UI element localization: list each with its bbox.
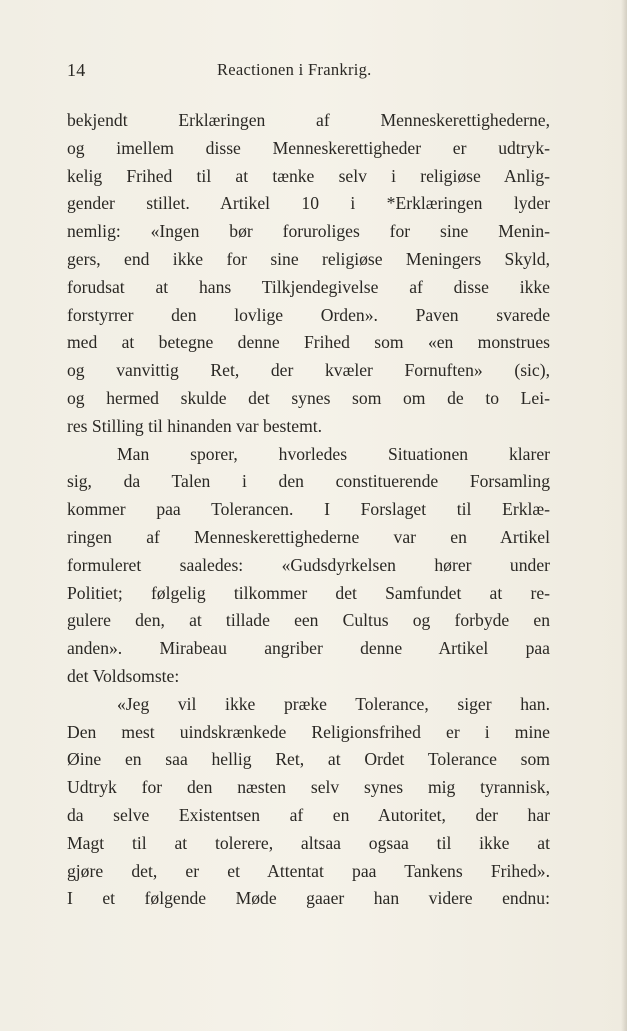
text-line: res Stilling til hinanden var bestemt. <box>67 415 323 436</box>
text-line: gulere den, at tillade een Cultus og forbyde en <box>67 610 550 631</box>
page-number: 14 <box>67 60 86 80</box>
text-line: kommer paa Tolerancen. I Forslaget til Erklæ- <box>67 499 550 520</box>
text-line: Den mest uindskrænkede Religionsfrihed er i mine <box>67 721 550 742</box>
text-line: sig, da Talen i den constituerende Forsamling <box>67 471 550 492</box>
text-line: Udtryk for den næsten selv synes mig tyrannisk, <box>67 777 550 798</box>
running-header <box>67 60 547 86</box>
text-line: Politiet; følgelig tilkommer det Samfundet at re- <box>67 582 550 603</box>
text-line: I et følgende Møde gaaer han videre endnu: <box>67 888 550 909</box>
text-line: anden». Mirabeau angriber denne Artikel paa <box>67 638 550 659</box>
text-line: gender stillet. Artikel 10 i *Erklæringen lyder <box>67 193 550 214</box>
text-line: kelig Frihed til at tænke selv i religiøse Anlig- <box>67 165 550 186</box>
text-line: gjøre det, er et Attentat paa Tankens Frihed». <box>67 860 550 881</box>
text-line: og vanvittig Ret, der kvæler Fornuften» (sic), <box>67 360 550 381</box>
page-edge-shadow <box>621 0 627 1031</box>
text-line: og imellem disse Menneskerettigheder er udtryk- <box>67 137 550 158</box>
text-line: forstyrrer den lovlige Orden». Paven svarede <box>67 304 550 325</box>
text-line: Man sporer, hvorledes Situationen klarer <box>117 443 550 464</box>
text-line: Magt til at tolerere, altsaa ogsaa til ikke at <box>67 832 550 853</box>
text-line: forudsat at hans Tilkjendegivelse af disse ikke <box>67 276 550 297</box>
text-line: formuleret saaledes: «Gudsdyrkelsen hører under <box>67 554 550 575</box>
text-line: bekjendt Erklæringen af Menneskerettighederne, <box>67 110 550 130</box>
text-line: nemlig: «Ingen bør foruroliges for sine Menin- <box>67 221 550 242</box>
text-line: «Jeg vil ikke præke Tolerance, siger han. <box>117 693 550 714</box>
body-text <box>67 107 550 913</box>
text-line: med at betegne denne Frihed som «en monstrues <box>67 332 550 353</box>
text-line: gers, end ikke for sine religiøse Meningers Skyld, <box>67 248 550 269</box>
text-line: ringen af Menneskerettighederne var en Artikel <box>67 526 550 547</box>
running-title: Reactionen i Frankrig. <box>217 60 372 79</box>
text-line: det Voldsomste: <box>67 665 180 686</box>
text-line: da selve Existentsen af en Autoritet, der har <box>67 804 550 825</box>
text-line: og hermed skulde det synes som om de to Lei- <box>67 387 550 408</box>
text-line: Øine en saa hellig Ret, at Ordet Tolerance som <box>67 749 550 770</box>
